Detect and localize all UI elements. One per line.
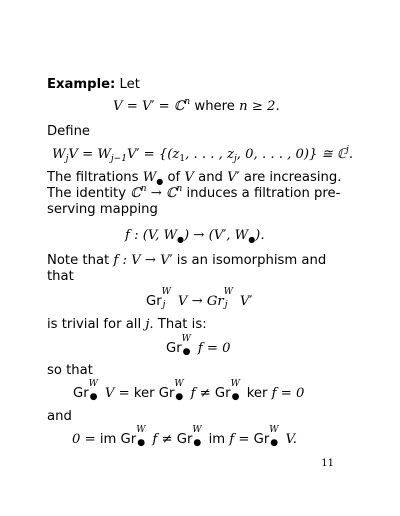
- bullet-subscript-icon: ●: [231, 392, 240, 402]
- define-text: Define: [47, 124, 91, 139]
- page-number: 11: [321, 458, 334, 469]
- equation-mapping: f : (V, $W_●) \to (V'$, $W_●$).: [125, 228, 265, 244]
- and-text: and: [47, 409, 72, 424]
- paragraph-filtrations-line3: serving mapping: [47, 202, 158, 217]
- bullet-subscript-icon: ●: [270, 438, 279, 448]
- equation-graded-map: Gr W j V → Gr W j V′: [146, 287, 253, 310]
- equation-gr-f-zero: Gr W ● f = 0: [166, 341, 231, 357]
- paragraph-filtrations-line1: The filtrations $W_●$ of V and V′ are increasing.: [47, 170, 342, 186]
- bullet-subscript-icon: ●: [89, 392, 98, 402]
- bullet-subscript-icon: ●: [182, 347, 191, 357]
- example-heading: [47, 77, 140, 93]
- paragraph-isomorphism-line2: that: [47, 269, 74, 284]
- example-label: Example:: [47, 77, 116, 92]
- bullet-subscript-icon: ●: [248, 235, 256, 244]
- equation-filtration: $W_jV = W_{j-1}V' = \{(z_1$, . . . , $z_j$, 0, . . . , 0)} ≅ ℂ$^j$.: [52, 145, 354, 164]
- paragraph-trivial: is trivial for all j. That is:: [47, 317, 207, 332]
- bullet-subscript-icon: ●: [175, 392, 184, 402]
- equation-image: 0 = im Gr W ● f ≠ Gr W ● im f = Gr W ● V.: [72, 432, 297, 448]
- bullet-subscript-icon: ●: [193, 438, 202, 448]
- example-rest: Let: [119, 77, 140, 92]
- so-that-text: so that: [47, 363, 93, 378]
- bullet-subscript-icon: ●: [137, 438, 146, 448]
- bullet-subscript-icon: ●: [156, 177, 164, 186]
- equation-kernel: Gr W ● V = ker Gr W ● f ≠ Gr W ● ker f = 0: [73, 386, 304, 402]
- paragraph-filtrations-line2: The identity ℂ$^n$ → ℂ$^n$ induces a filtration pre-: [47, 184, 341, 201]
- bullet-subscript-icon: ●: [177, 235, 184, 244]
- paragraph-isomorphism-line1: Note that f : V → V′ is an isomorphism and: [47, 253, 327, 268]
- equation-v-equals-cn: V = V′ = ℂ$^n$ where n ≥ 2.: [113, 97, 280, 114]
